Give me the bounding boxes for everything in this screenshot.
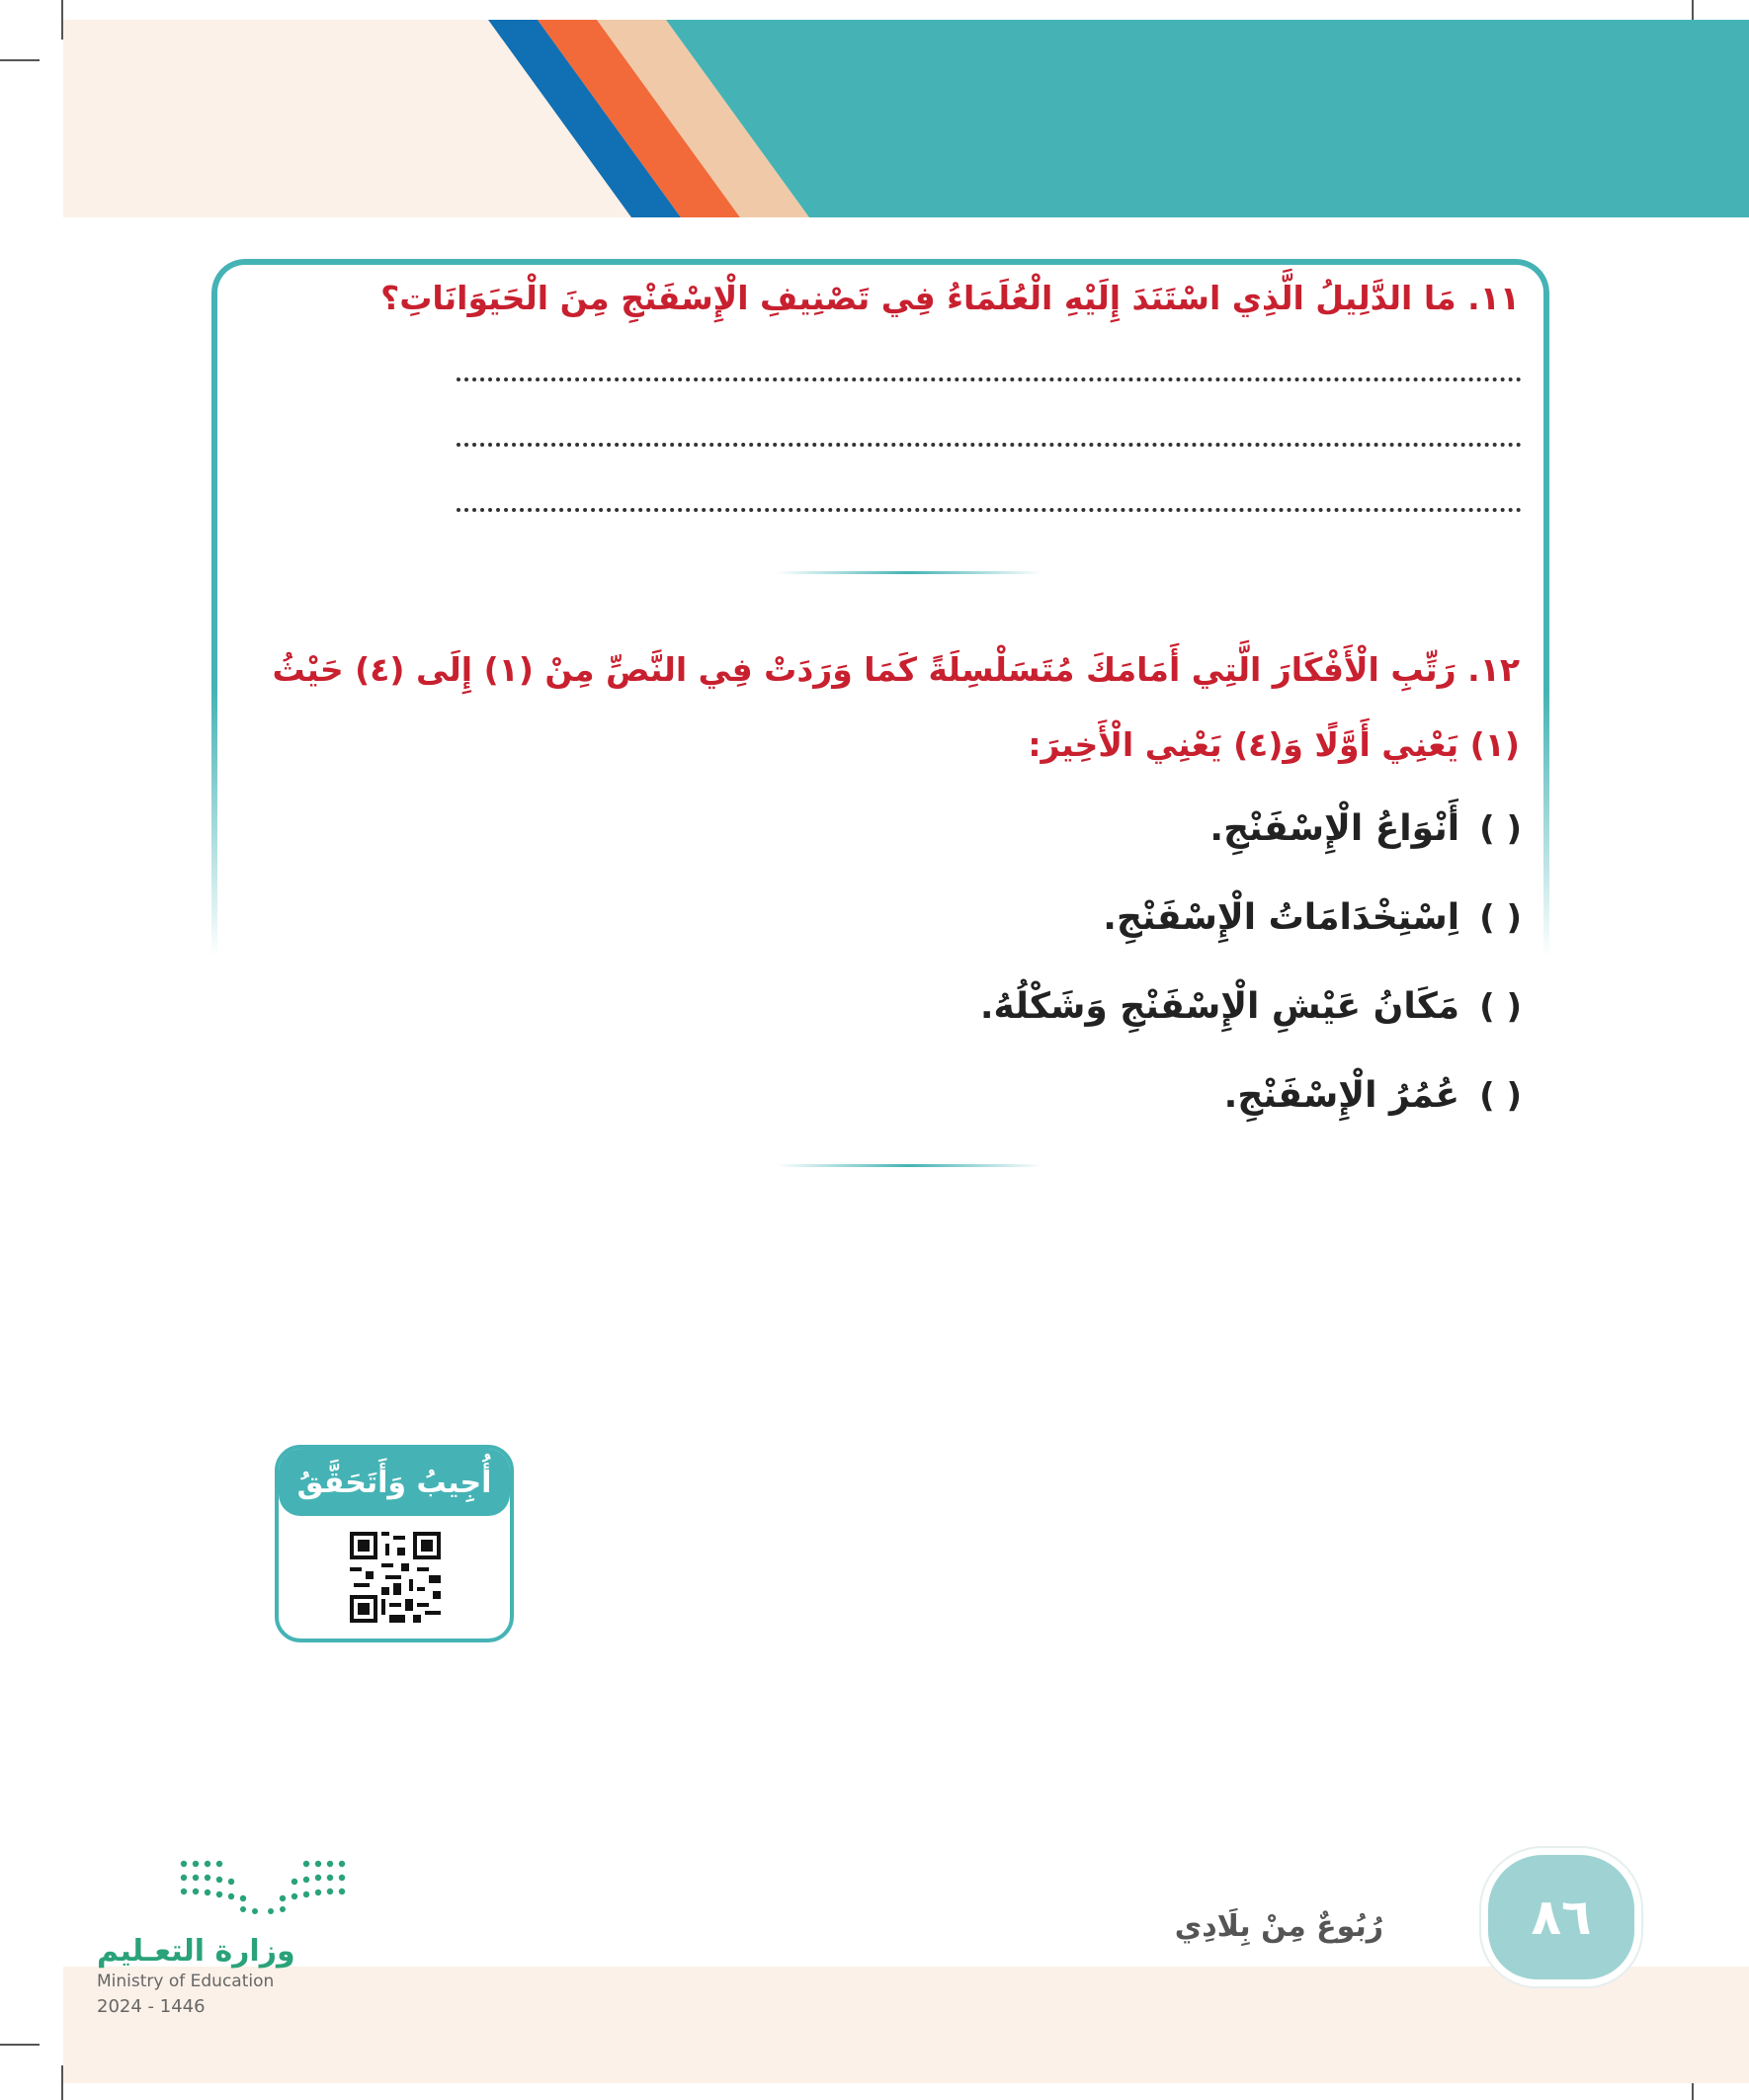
ministry-logo-icon [178,1858,351,1917]
answer-line[interactable] [457,443,1522,447]
answer-blank[interactable]: ( ) [1479,986,1522,1027]
option-text: أَنْوَاعُ الْإِسْفَنْجِ. [1209,808,1460,849]
option-item [1209,808,1522,849]
answer-blank[interactable]: ( ) [1479,897,1522,938]
footer-band [63,1967,1749,2083]
crop-mark [0,59,40,61]
header-stripes [63,20,1749,217]
page-number-badge [1481,1848,1641,1986]
answer-blank[interactable]: ( ) [1479,1075,1522,1116]
crop-mark [0,2044,40,2046]
ministry-name-en: Ministry of Education [97,1972,275,1991]
option-text: مَكَانُ عَيْشِ الْإِسْفَنْجِ وَشَكْلُهُ. [979,986,1460,1027]
ministry-name-ar: وزارة التعـليم [97,1934,295,1969]
option-text: عُمُرُ الْإِسْفَنْجِ. [1223,1075,1460,1116]
qr-title: أُجِيبُ وَأَتَحَقَّقُ [296,1465,492,1500]
option-item [980,986,1522,1027]
option-item [1103,897,1522,938]
answer-blank[interactable]: ( ) [1479,808,1522,849]
edition-year: 2024 - 1446 [97,1996,206,2017]
separator [776,1164,1042,1167]
answer-line[interactable] [457,378,1522,381]
book-title: رُبُوعٌ مِنْ بِلَادِي [1174,1909,1383,1944]
option-item [1224,1075,1522,1116]
answer-line[interactable] [457,508,1522,512]
qr-check-box[interactable] [275,1445,514,1642]
page-number: ٨٦ [1531,1889,1592,1946]
separator [776,571,1042,574]
question-11: ١١. مَا الدَّلِيلُ الَّذِي اسْتَنَدَ إِلَيْهِ الْعُلَمَاءُ فِي تَصْنِيفِ الْإِسْفَنْجِ مِنَ الْحَيَوَانَاتِ؟ [380,279,1520,317]
qr-header [279,1449,510,1516]
option-text: اِسْتِخْدَامَاتُ الْإِسْفَنْجِ. [1103,897,1460,938]
qr-code-icon[interactable] [350,1532,441,1623]
question-card [211,259,1549,957]
question-12: ١٢. رَتِّبِ الْأَفْكَارَ الَّتِي أَمَامَكَ مُتَسَلْسِلَةً كَمَا وَرَدَتْ فِي النَّصِّ مِنْ (١) إِلَى (٤) حَيْثُ (١) يَعْنِي أَوَّلًا وَ(٤) يَعْنِي الْأَخِيرَ: [272,650,1520,764]
